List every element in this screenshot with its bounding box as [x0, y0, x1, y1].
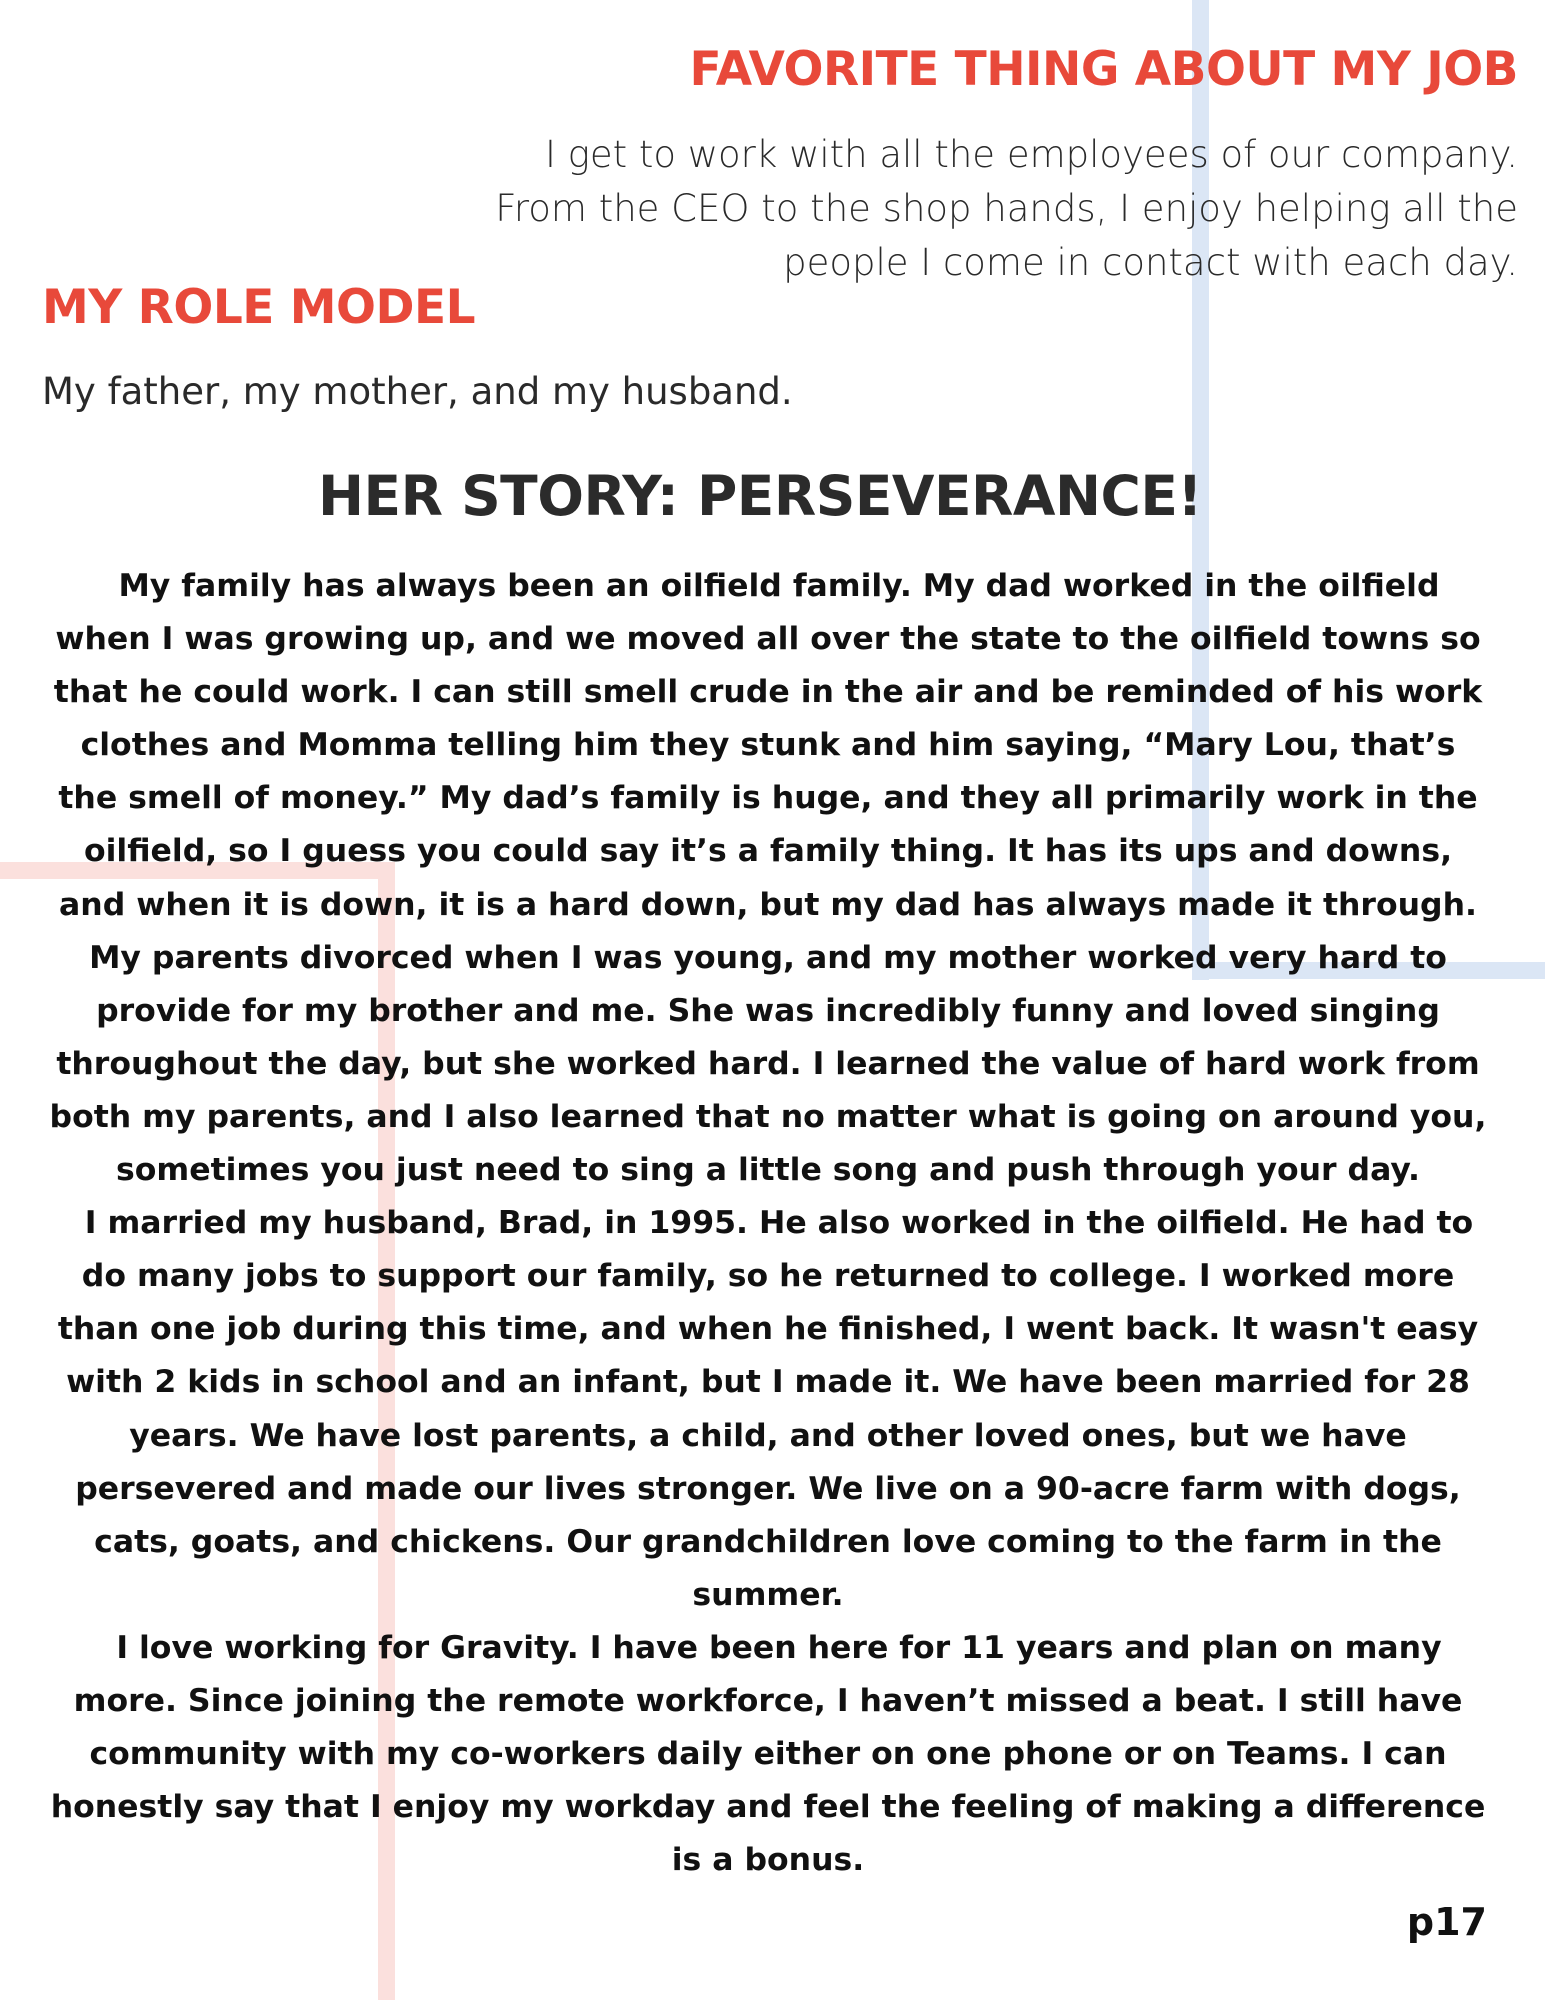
- story-paragraph-text: My family has always been an oilfield family. My dad worked in the oilfield when I was growing up, and we moved all over the state to the oilfield towns so that he could work. I can still smell crude in the air and be reminded of his work clothes and Momma telling him they stunk and him saying, “Mary Lou, that’s the smell of money.” My dad’s family is huge, and they all primarily work in the oilfield, so I guess you could say it’s a family thing. It has its ups and downs, and when it is down, it is a hard down, but my dad has always made it through. My parents divorced when I was young, and my mother worked very hard to provide for my brother and me. She was incredibly funny and loved singing throughout the day, but she worked hard. I learned the value of hard work from both my parents, and I also learned that no matter what is going on around you, sometimes you just need to sing a little song and push through your day.: [49, 568, 1487, 1189]
- role-model-text: My father, my mother, and my husband.: [42, 370, 793, 413]
- story-paragraph-3: [48, 1622, 1488, 1887]
- favorite-thing-line: I get to work with all the employees of our company.: [544, 133, 1518, 176]
- story-paragraph-2: [48, 1197, 1488, 1622]
- role-model-heading: MY ROLE MODEL: [42, 280, 476, 335]
- story-paragraph-text: I married my husband, Brad, in 1995. He also worked in the oilfield. He had to do many jobs to support our family, so he returned to college. I worked more than one job during this time, and when he finished, I went back. It wasn't easy with 2 kids in school and an infant, but I made it. We have been married for 28 years. We have lost parents, a child, and other loved ones, but we have persevered and made our lives stronger. We live on a 90-acre farm with dogs, cats, goats, and chickens. Our grandchildren love coming to the farm in the summer.: [57, 1205, 1479, 1613]
- favorite-thing-heading: FAVORITE THING ABOUT MY JOB: [689, 42, 1518, 97]
- favorite-thing-line: From the CEO to the shop hands, I enjoy helping all the: [495, 187, 1518, 230]
- story-body: [48, 560, 1488, 1887]
- story-title: HER STORY: PERSEVERANCE!: [317, 464, 1203, 528]
- page-number: p17: [1406, 1900, 1487, 1944]
- story-paragraph-text: I love working for Gravity. I have been here for 11 years and plan on many more. Since joining the remote workforce, I haven’t missed a beat. I still have community with my co-workers daily either on one phone or on Teams. I can honestly say that I enjoy my workday and feel the feeling of making a difference is a bonus.: [50, 1629, 1486, 1879]
- favorite-thing-line: people I come in contact with each day.: [783, 241, 1518, 284]
- story-paragraph-1: [48, 560, 1488, 1197]
- favorite-thing-text: [368, 128, 1518, 290]
